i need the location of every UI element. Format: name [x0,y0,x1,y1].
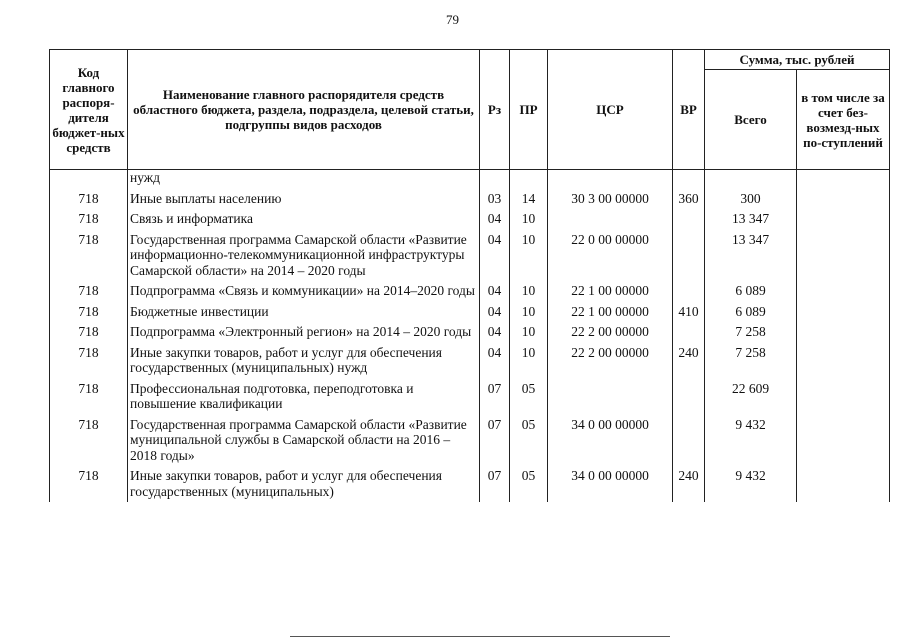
table-row [50,230,890,282]
cell-vr [673,322,705,343]
footer-line [385,636,550,637]
cell-name: Иные закупки товаров, работ и услуг для обеспечения государственных (муниципальных) [128,466,480,502]
header-total: Всего [705,70,797,170]
cell-name: Бюджетные инвестиции [128,302,480,323]
cell-total: 9 432 [705,415,797,467]
cell-vr [673,281,705,302]
cell-vr [673,170,705,189]
cell-csr [548,379,673,415]
cell-total: 6 089 [705,281,797,302]
cell-total: 22 609 [705,379,797,415]
cell-pr: 10 [510,209,548,230]
table-row [50,466,890,502]
cell-csr: 22 1 00 00000 [548,302,673,323]
cell-total: 6 089 [705,302,797,323]
cell-rz: 07 [480,466,510,502]
cell-csr: 34 0 00 00000 [548,466,673,502]
cell-pr: 10 [510,302,548,323]
cell-free [797,466,890,502]
cell-pr: 10 [510,230,548,282]
cell-total: 7 258 [705,343,797,379]
cell-total: 9 432 [705,466,797,502]
cell-pr: 10 [510,281,548,302]
table-row [50,302,890,323]
table-row [50,209,890,230]
cell-vr [673,379,705,415]
cell-rz: 04 [480,230,510,282]
table-row [50,281,890,302]
cell-pr: 05 [510,379,548,415]
cell-csr: 22 0 00 00000 [548,230,673,282]
table-body [50,170,890,503]
cell-csr: 30 3 00 00000 [548,189,673,210]
cell-csr: 34 0 00 00000 [548,415,673,467]
cell-pr: 10 [510,343,548,379]
cell-csr: 22 1 00 00000 [548,281,673,302]
table-row [50,415,890,467]
footer-line [550,636,670,637]
cell-vr: 410 [673,302,705,323]
cell-name: Иные закупки товаров, работ и услуг для обеспечения государственных (муниципальных) нужд [128,343,480,379]
cell-csr [548,170,673,189]
cell-total: 7 258 [705,322,797,343]
table-row [50,343,890,379]
cell-total: 13 347 [705,209,797,230]
cell-code: 718 [50,281,128,302]
table-header [50,50,890,170]
cell-rz: 04 [480,302,510,323]
cell-free [797,343,890,379]
cell-rz: 04 [480,322,510,343]
cell-vr [673,415,705,467]
cell-free [797,230,890,282]
cell-rz: 04 [480,281,510,302]
cell-vr [673,209,705,230]
table-row [50,322,890,343]
cell-total: 300 [705,189,797,210]
cell-total: 13 347 [705,230,797,282]
cell-rz: 04 [480,209,510,230]
header-pr: ПР [510,50,548,170]
cell-code: 718 [50,322,128,343]
cell-name: Подпрограмма «Связь и коммуникации» на 2014–2020 годы [128,281,480,302]
header-free: в том числе за счет без-возмезд-ных по-ступлений [797,70,890,170]
cell-code: 718 [50,189,128,210]
table-row [50,189,890,210]
cell-rz [480,170,510,189]
header-code: Код главного распоря-дителя бюджет-ных средств [50,50,128,170]
table-row [50,170,890,189]
cell-rz: 03 [480,189,510,210]
cell-pr: 10 [510,322,548,343]
cell-free [797,379,890,415]
cell-rz: 07 [480,379,510,415]
cell-name: Профессиональная подготовка, переподготовка и повышение квалификации [128,379,480,415]
header-name: Наименование главного распорядителя средств областного бюджета, раздела, подраздела, целевой статьи, подгруппы видов расходов [128,50,480,170]
cell-vr [673,230,705,282]
header-sum-group: Сумма, тыс. рублей [705,50,890,70]
cell-free [797,170,890,189]
cell-free [797,415,890,467]
cell-code: 718 [50,343,128,379]
header-csr: ЦСР [548,50,673,170]
table-row [50,379,890,415]
cell-name: нужд [128,170,480,189]
cell-csr: 22 2 00 00000 [548,322,673,343]
cell-code: 718 [50,209,128,230]
cell-pr: 14 [510,189,548,210]
budget-table [49,49,890,502]
cell-name: Государственная программа Самарской области «Развитие информационно-телекоммуникационной инфраструктуры Самарской области» на 2014 – 2020 годы [128,230,480,282]
cell-pr: 05 [510,466,548,502]
cell-code: 718 [50,379,128,415]
cell-name: Подпрограмма «Электронный регион» на 2014 – 2020 годы [128,322,480,343]
cell-free [797,302,890,323]
cell-code: 718 [50,466,128,502]
header-vr: ВР [673,50,705,170]
cell-csr [548,209,673,230]
page-number: 79 [446,12,459,27]
cell-pr: 05 [510,415,548,467]
cell-vr: 360 [673,189,705,210]
cell-free [797,209,890,230]
cell-name: Иные выплаты населению [128,189,480,210]
cell-free [797,189,890,210]
cell-name: Связь и информатика [128,209,480,230]
cell-rz: 04 [480,343,510,379]
cell-rz: 07 [480,415,510,467]
cell-pr [510,170,548,189]
cell-csr: 22 2 00 00000 [548,343,673,379]
cell-vr: 240 [673,466,705,502]
cell-code: 718 [50,415,128,467]
cell-code: 718 [50,230,128,282]
cell-total [705,170,797,189]
header-rz: Рз [480,50,510,170]
cell-vr: 240 [673,343,705,379]
cell-free [797,322,890,343]
footer-line [290,636,385,637]
cell-name: Государственная программа Самарской области «Развитие муниципальной службы в Самарской области на 2016 – 2018 годы» [128,415,480,467]
cell-code: 718 [50,302,128,323]
cell-code [50,170,128,189]
cell-free [797,281,890,302]
